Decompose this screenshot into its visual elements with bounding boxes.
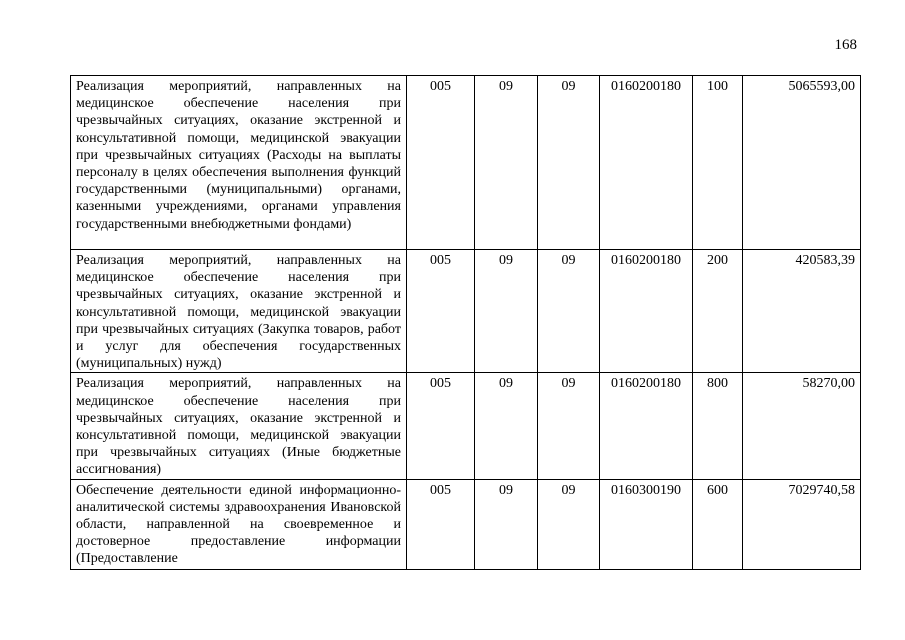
section-code: 09 (475, 479, 538, 569)
target-article-code: 0160200180 (600, 250, 693, 373)
expense-type-code: 600 (693, 479, 743, 569)
subsection-code: 09 (538, 479, 600, 569)
amount: 58270,00 (743, 373, 861, 479)
row-description: Реализация мероприятий, направленных на медицинское обеспечение населения при чрезвычайных ситуациях, оказание экстренной и консультативной помощи, медицинской эвакуации при чрезвычайных ситуациях (Закупка товаров, работ и услуг для обеспечения государственных (муниципальных) нужд) (71, 250, 407, 373)
target-article-code: 0160200180 (600, 76, 693, 250)
amount: 5065593,00 (743, 76, 861, 250)
table-row (71, 76, 861, 250)
expense-type-code: 800 (693, 373, 743, 479)
amount: 7029740,58 (743, 479, 861, 569)
target-article-code: 0160200180 (600, 373, 693, 479)
subsection-code: 09 (538, 373, 600, 479)
budget-table (70, 75, 861, 570)
expense-type-code: 100 (693, 76, 743, 250)
page-number: 168 (834, 37, 857, 53)
ministry-code: 005 (407, 250, 475, 373)
amount: 420583,39 (743, 250, 861, 373)
table-row (71, 479, 861, 569)
section-code: 09 (475, 373, 538, 479)
ministry-code: 005 (407, 373, 475, 479)
row-description: Обеспечение деятельности единой информационно-аналитической системы здравоохранения Ивановской области, направленной на своевременное и достоверное предоставление информации (Предоставление (76, 482, 401, 567)
row-description: Реализация мероприятий, направленных на медицинское обеспечение населения при чрезвычайных ситуациях, оказание экстренной и консультативной помощи, медицинской эвакуации при чрезвычайных ситуациях (Расходы на выплаты персоналу в целях обеспечения выполнения функций государственными (муниципальными) органами, казенными учреждениями, органами управления государственными внебюджетными фондами) (71, 76, 407, 250)
row-description-cell (71, 479, 407, 569)
subsection-code: 09 (538, 250, 600, 373)
section-code: 09 (475, 76, 538, 250)
ministry-code: 005 (407, 479, 475, 569)
subsection-code: 09 (538, 76, 600, 250)
table-row (71, 373, 861, 479)
ministry-code: 005 (407, 76, 475, 250)
expense-type-code: 200 (693, 250, 743, 373)
section-code: 09 (475, 250, 538, 373)
table-row (71, 250, 861, 373)
row-description: Реализация мероприятий, направленных на медицинское обеспечение населения при чрезвычайных ситуациях, оказание экстренной и консультативной помощи, медицинской эвакуации при чрезвычайных ситуациях (Иные бюджетные ассигнования) (71, 373, 407, 479)
target-article-code: 0160300190 (600, 479, 693, 569)
